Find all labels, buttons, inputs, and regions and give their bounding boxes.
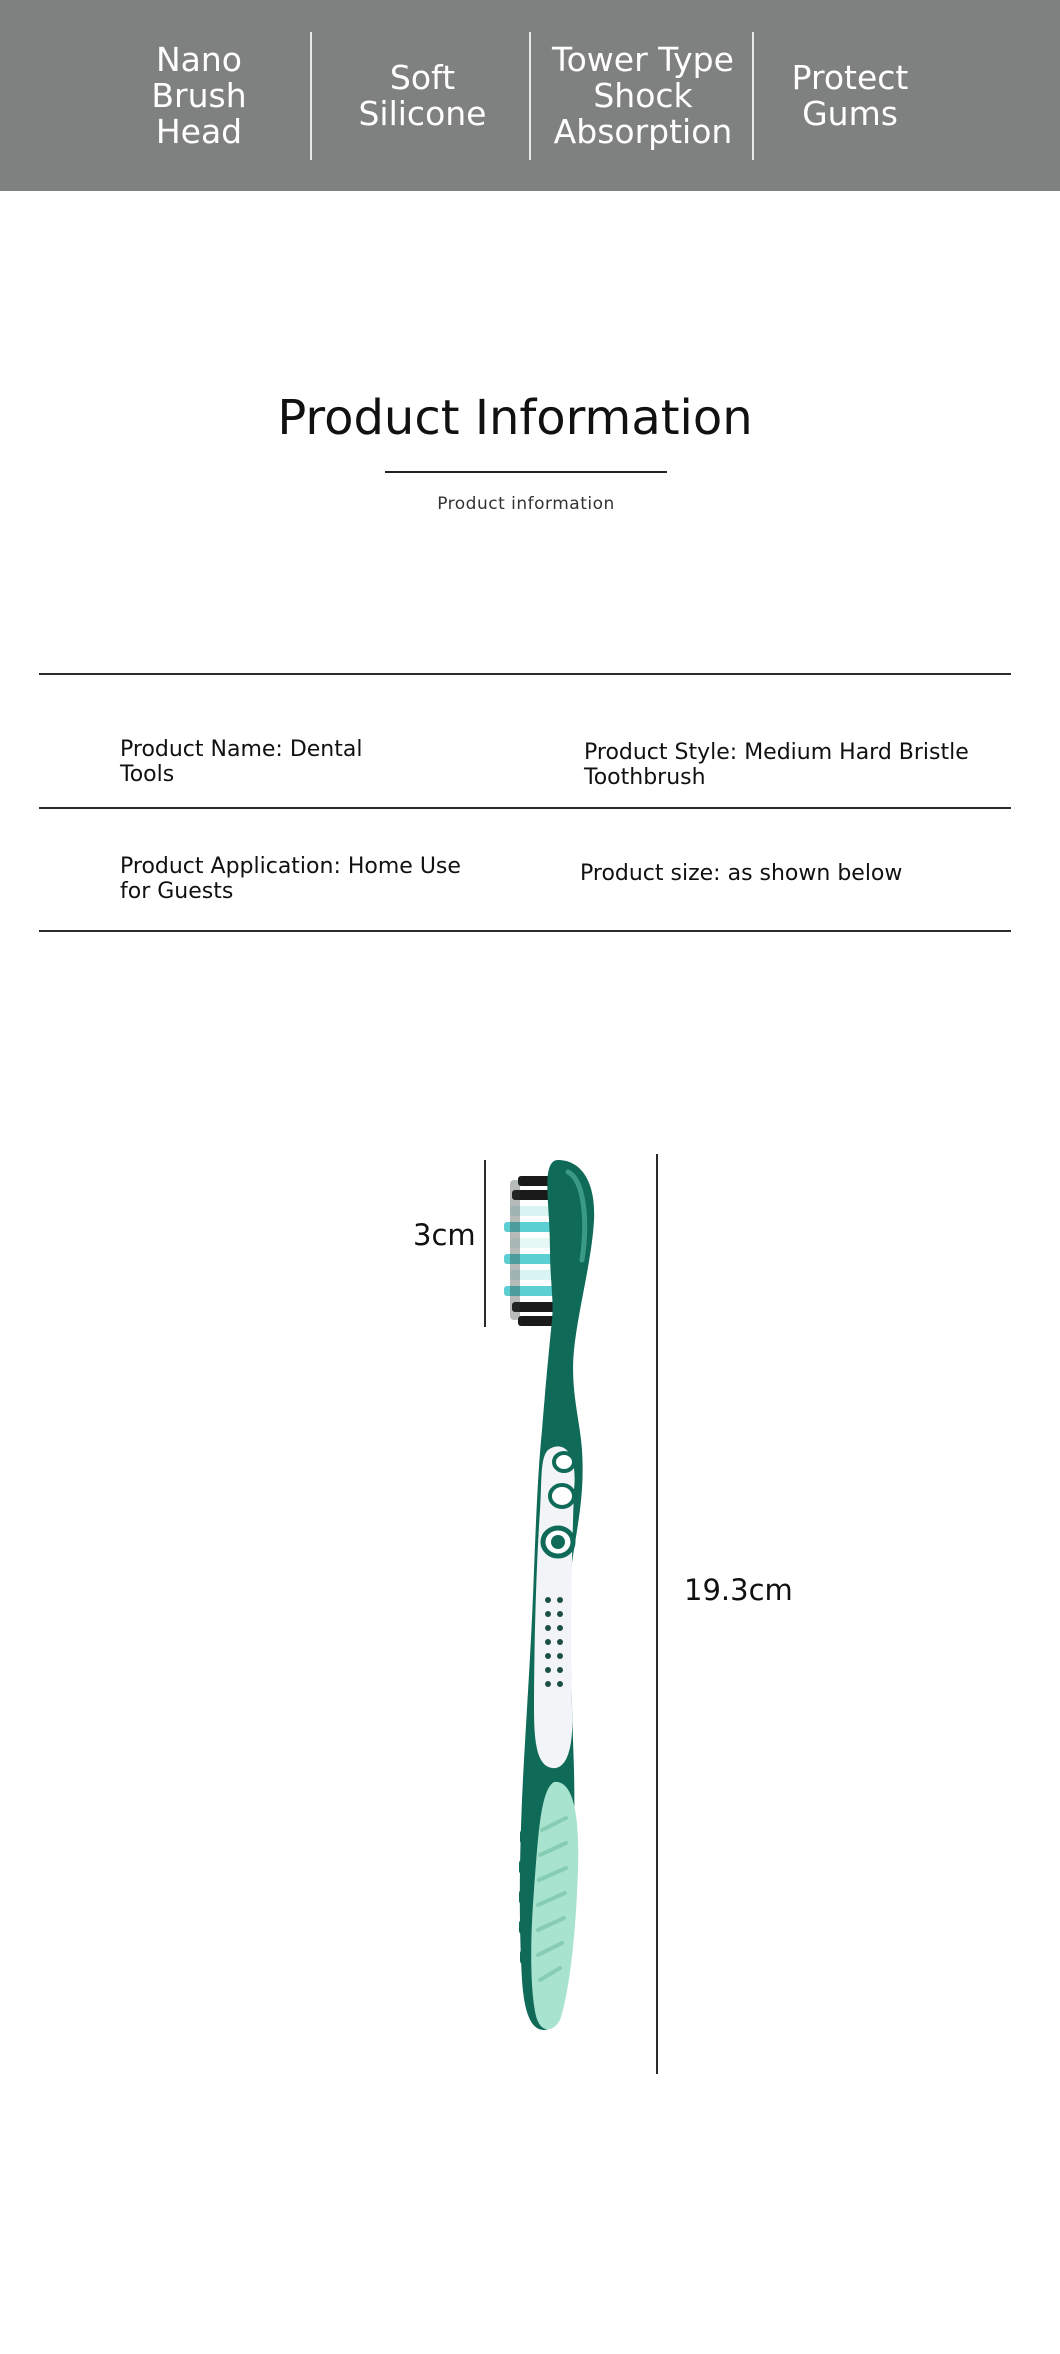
product-style-cell: Product Style: Medium Hard Bristle Toothbrush	[584, 740, 969, 790]
total-dimension-label: 19.3cm	[684, 1573, 793, 1607]
product-size-cell: Product size: as shown below	[580, 861, 903, 886]
product-application-cell: Product Application: Home Use for Guests	[120, 854, 461, 904]
product-name-cell: Product Name: Dental Tools	[120, 737, 363, 787]
feature-divider	[752, 32, 754, 160]
feature-banner	[0, 0, 1060, 191]
toothbrush-image	[490, 1150, 620, 2080]
table-rule-middle	[39, 807, 1011, 809]
head-dimension-line	[484, 1160, 486, 1327]
feature-divider	[529, 32, 531, 160]
feature-nano-brush-head: Nano Brush Head	[151, 39, 247, 151]
feature-divider	[310, 32, 312, 160]
section-title: Product Information	[277, 390, 753, 446]
section-subtitle: Product information	[437, 494, 615, 514]
feature-soft-silicone: Soft Silicone	[358, 57, 487, 133]
total-dimension-line	[656, 1154, 658, 2074]
head-dimension-label: 3cm	[413, 1218, 476, 1252]
table-rule-bottom	[39, 930, 1011, 932]
table-rule-top	[39, 673, 1011, 675]
feature-protect-gums: Protect Gums	[791, 57, 909, 133]
title-underline	[385, 471, 667, 473]
feature-shock-absorption: Tower Type Shock Absorption	[552, 39, 734, 151]
